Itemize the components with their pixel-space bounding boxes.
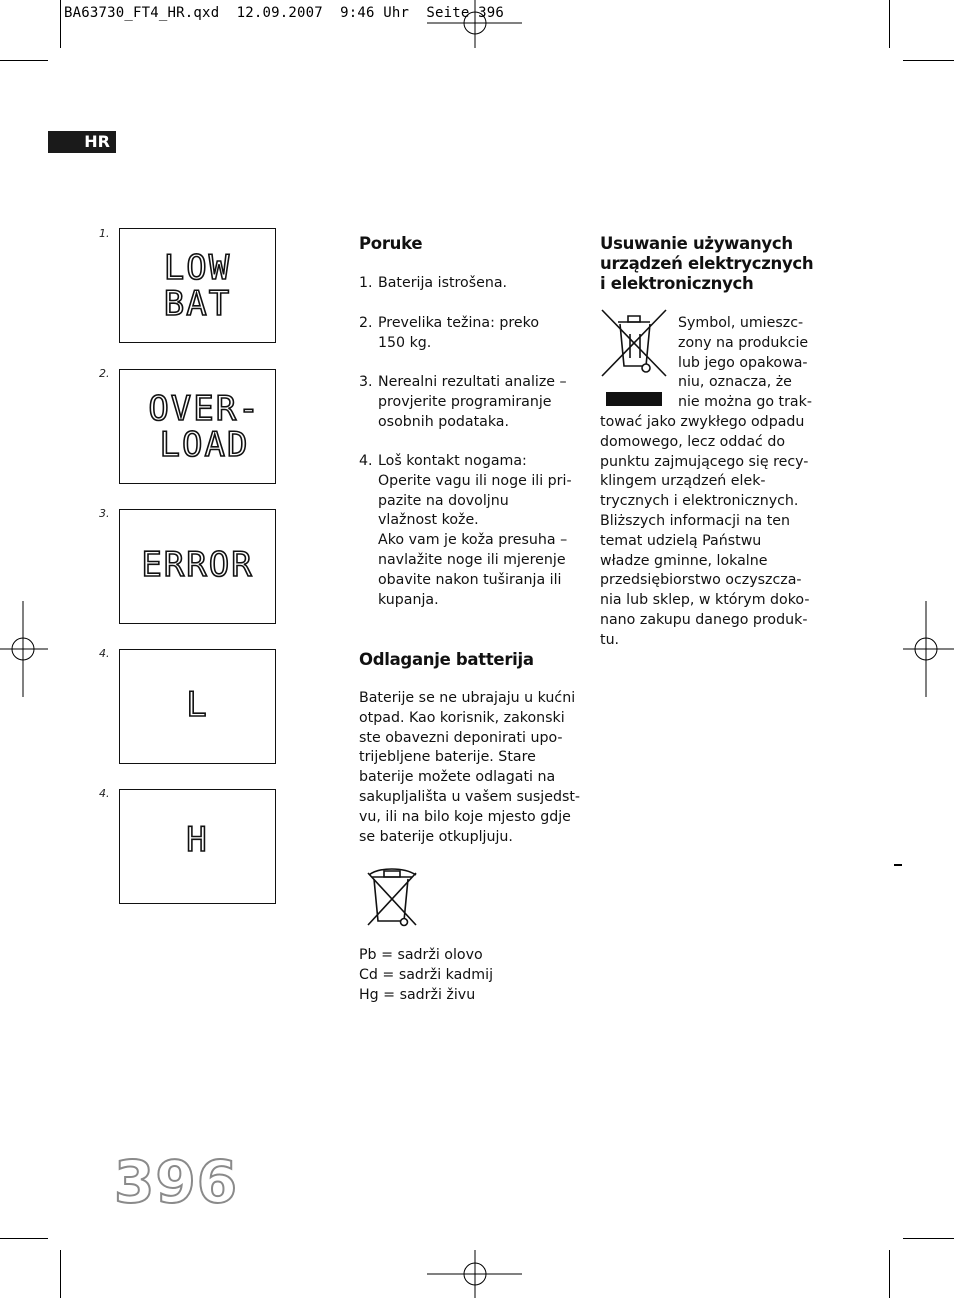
display-panel (119, 228, 276, 343)
weee-bin-icon (600, 308, 670, 408)
display-text: H (186, 820, 209, 860)
display-panel (119, 789, 276, 904)
chemical-legend: Pb = sadrži olovo Cd = sadrži kadmij Hg = sadrži živu (359, 947, 494, 1003)
display-text: L (186, 685, 209, 725)
usuwanie-side-text: Symbol, umieszc- zony na produkcie lub jego opakowa- niu, oznacza, że nie można go trak- (678, 315, 812, 411)
section-heading-odlaganje: Odlaganje batterija (359, 650, 534, 669)
display-text: LOW BAT (163, 248, 232, 324)
figure-number: 4. (99, 647, 110, 660)
section-heading-poruke: Poruke (359, 234, 423, 253)
odlaganje-paragraph: Baterije se ne ubrajaju u kućni otpad. Kao korisnik, zakonski ste obavezni deponirati upo- trijebljene baterije. Stare baterije možete odlagati na sakupljališta u vašem susjedst- vu, ili na bilo koje mjesto gdje se baterije otkupljuju. (359, 690, 581, 845)
display-panel (119, 509, 276, 624)
display-panel (119, 369, 276, 484)
print-slug: BA63730_FT4_HR.qxd 12.09.2007 9:46 Uhr Seite 396 (64, 5, 505, 21)
display-panel (119, 649, 276, 764)
page-number: 396 (114, 1148, 239, 1216)
figure-number: 3. (99, 507, 110, 520)
figure-number: 1. (99, 227, 110, 240)
display-text: ERROR (141, 545, 254, 585)
usuwanie-body-text: tować jako zwykłego odpadu domowego, lecz oddać do punktu zajmującego się recy- klingem urządzeń elek- trycznych i elektronicznych. Bliższych informacji na ten temat udzielą Państwu władze gminne, lokalne przedsiębiorstwo oczyszcza- nia lub sklep, w którym doko- nano zakupu danego produk- tu. (600, 414, 810, 648)
figure-number: 2. (99, 367, 110, 380)
figure-number: 4. (99, 787, 110, 800)
language-badge: HR (48, 131, 116, 153)
display-text: OVER- LOAD (148, 389, 261, 465)
crossed-bin-icon (364, 865, 420, 930)
section-heading-usuwanie: Usuwanie używanych urządzeń elektrycznych i elektronicznych (600, 234, 814, 293)
